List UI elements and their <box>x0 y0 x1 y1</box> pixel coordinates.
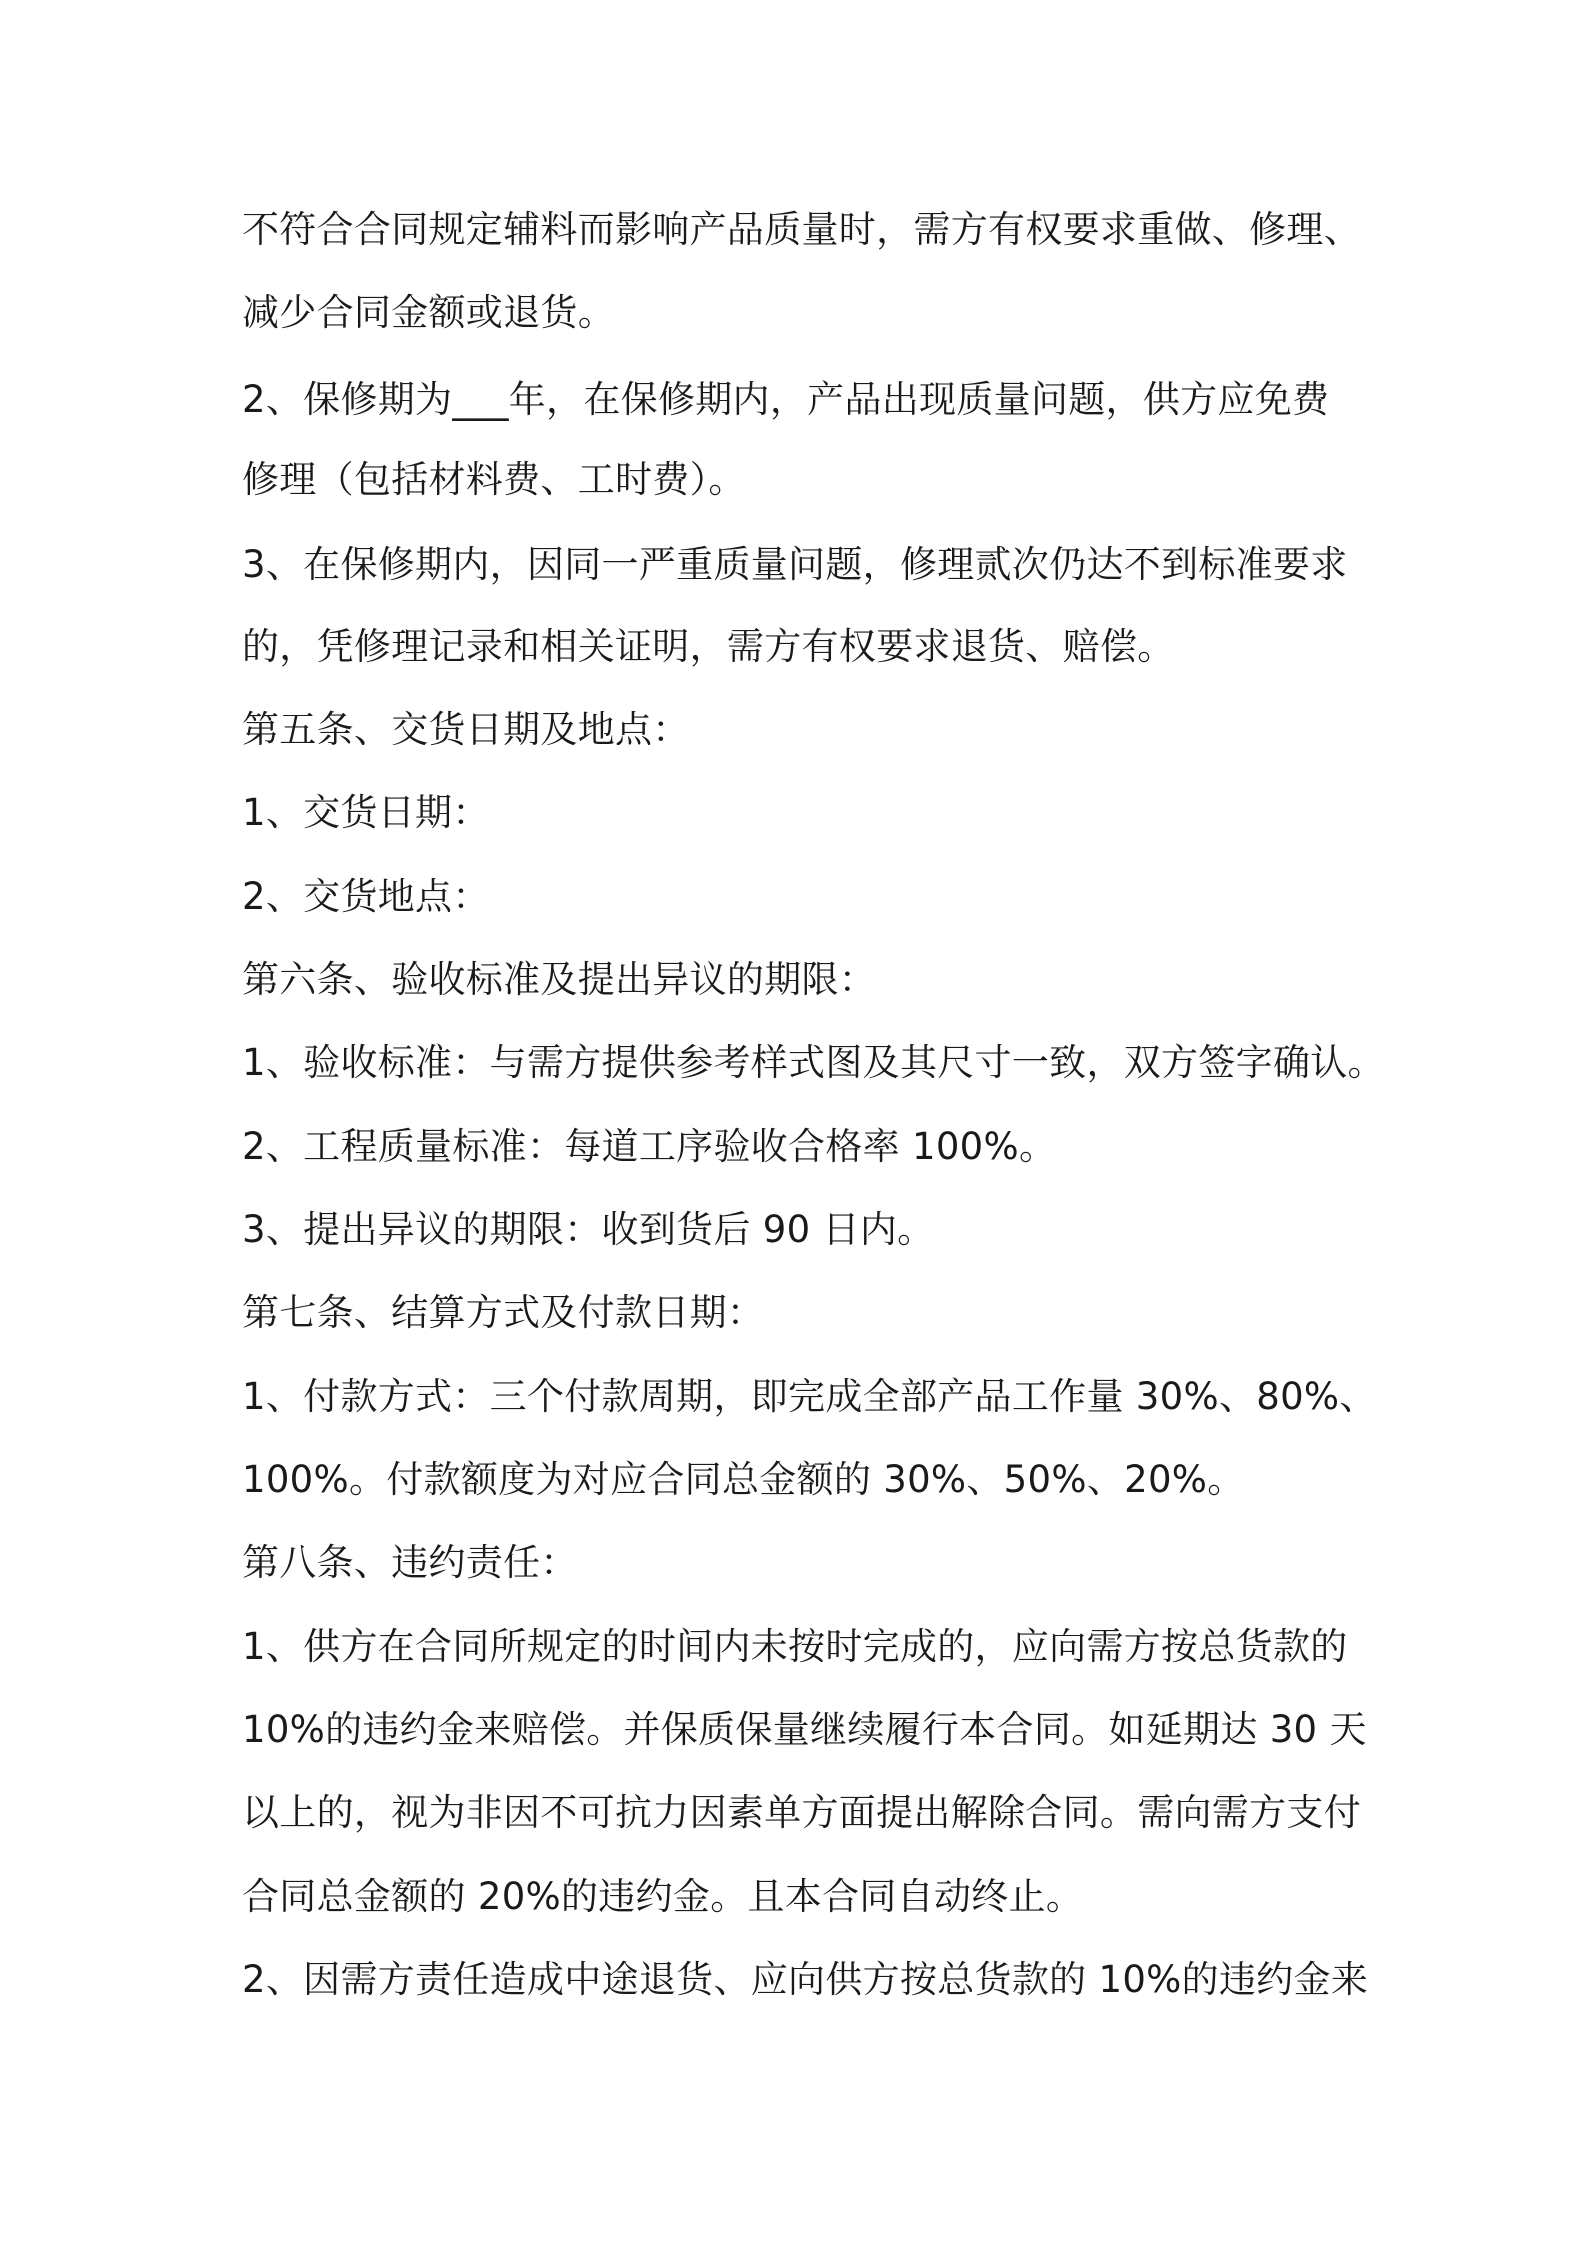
text-line: 修理（包括材料费、工时费）。 <box>242 458 746 501</box>
text-line: 1、验收标准：与需方提供参考样式图及其尺寸一致，双方签字确认。 <box>242 1041 1385 1084</box>
text-line: 的，凭修理记录和相关证明，需方有权要求退货、赔偿。 <box>242 625 1175 668</box>
text-line: 以上的，视为非因不可抗力因素单方面提出解除合同。需向需方支付 <box>242 1791 1361 1834</box>
text-line: 1、付款方式：三个付款周期，即完成全部产品工作量 30%、80%、 <box>242 1375 1377 1418</box>
section-heading: 第八条、违约责任： <box>242 1541 578 1584</box>
section-heading: 第六条、验收标准及提出异议的期限： <box>242 958 877 1001</box>
text-line: 1、供方在合同所规定的时间内未按时完成的，应向需方按总货款的 <box>242 1625 1348 1668</box>
text-line: 减少合同金额或退货。 <box>242 291 615 334</box>
text-line: 2、交货地点： <box>242 875 490 918</box>
text-line: 1、交货日期： <box>242 791 490 834</box>
text-line: 合同总金额的 20%的违约金。且本合同自动终止。 <box>242 1875 1084 1918</box>
text-line: 100%。付款额度为对应合同总金额的 30%、50%、20%。 <box>242 1458 1245 1501</box>
text-line: 2、工程质量标准：每道工序验收合格率 100%。 <box>242 1125 1057 1168</box>
text-line: 3、在保修期内，因同一严重质量问题，修理贰次仍达不到标准要求 <box>242 543 1348 586</box>
text-line: 3、提出异议的期限：收到货后 90 日内。 <box>242 1208 935 1251</box>
text-line: 不符合合同规定辅料而影响产品质量时，需方有权要求重做、修理、 <box>242 208 1361 251</box>
text-line: 10%的违约金来赔偿。并保质保量继续履行本合同。如延期达 30 天 <box>242 1708 1367 1751</box>
section-heading: 第七条、结算方式及付款日期： <box>242 1291 765 1334</box>
text-line: 2、保修期为___年，在保修期内，产品出现质量问题，供方应免费 <box>242 378 1330 421</box>
section-heading: 第五条、交货日期及地点： <box>242 708 690 751</box>
text-line: 2、因需方责任造成中途退货、应向供方按总货款的 10%的违约金来 <box>242 1958 1369 2001</box>
